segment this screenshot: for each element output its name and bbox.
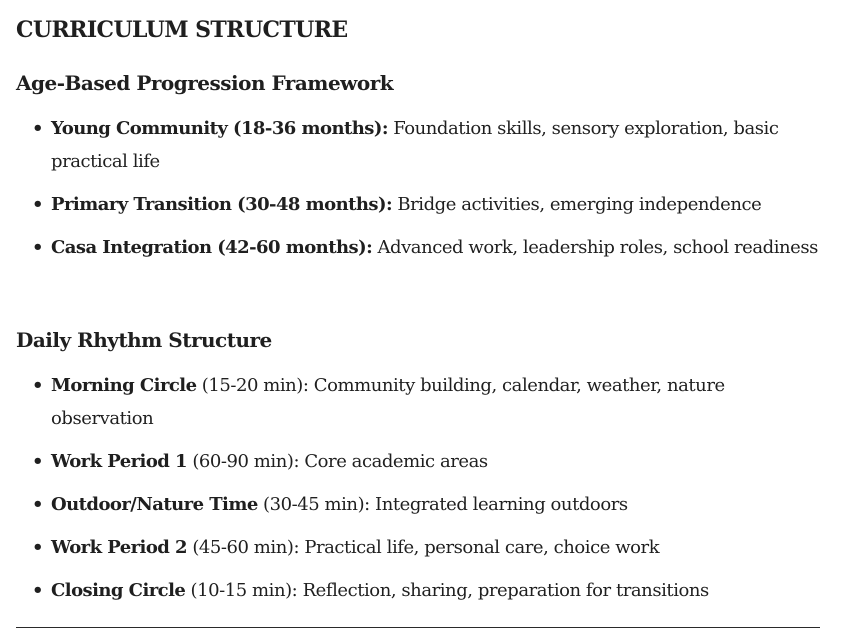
list-item <box>16 445 820 478</box>
item-label: Young Community (18-36 months): <box>51 118 388 139</box>
list-item <box>16 188 820 221</box>
list-item <box>16 531 820 564</box>
list-item <box>16 231 820 264</box>
item-text: (45-60 min): Practical life, personal care, choice work <box>187 537 660 558</box>
item-label: Closing Circle <box>51 580 186 601</box>
bullet-icon: • <box>32 118 44 139</box>
section-heading-age-progression: Age-Based Progression Framework <box>16 71 394 95</box>
bullet-icon: • <box>32 194 44 215</box>
item-text: (10-15 min): Reflection, sharing, preparation for transitions <box>185 580 709 601</box>
item-label: Work Period 2 <box>51 537 188 558</box>
list-item <box>16 488 820 521</box>
horizontal-divider <box>16 627 820 628</box>
item-text: Advanced work, leadership roles, school readiness <box>372 237 818 258</box>
item-text: Bridge activities, emerging independence <box>392 194 762 215</box>
age-progression-list <box>16 112 820 274</box>
item-label: Primary Transition (30-48 months): <box>51 194 393 215</box>
bullet-icon: • <box>32 580 44 601</box>
list-item <box>16 574 820 607</box>
page-title: CURRICULUM STRUCTURE <box>16 17 348 43</box>
item-label: Outdoor/Nature Time <box>51 494 258 515</box>
item-text: (30-45 min): Integrated learning outdoors <box>257 494 628 515</box>
item-text: (60-90 min): Core academic areas <box>187 451 488 472</box>
bullet-icon: • <box>32 494 44 515</box>
bullet-icon: • <box>32 537 44 558</box>
item-text: Foundation skills, sensory exploration, basic practical life <box>51 118 779 172</box>
item-text: (15-20 min): Community building, calendar, weather, nature observation <box>51 375 725 429</box>
bullet-icon: • <box>32 237 44 258</box>
section-heading-daily-rhythm: Daily Rhythm Structure <box>16 328 272 352</box>
list-item <box>16 112 820 178</box>
bullet-icon: • <box>32 375 44 396</box>
list-item <box>16 369 820 435</box>
item-label: Work Period 1 <box>51 451 188 472</box>
bullet-icon: • <box>32 451 44 472</box>
daily-rhythm-list <box>16 369 820 617</box>
item-label: Casa Integration (42-60 months): <box>51 237 373 258</box>
item-label: Morning Circle <box>51 375 197 396</box>
